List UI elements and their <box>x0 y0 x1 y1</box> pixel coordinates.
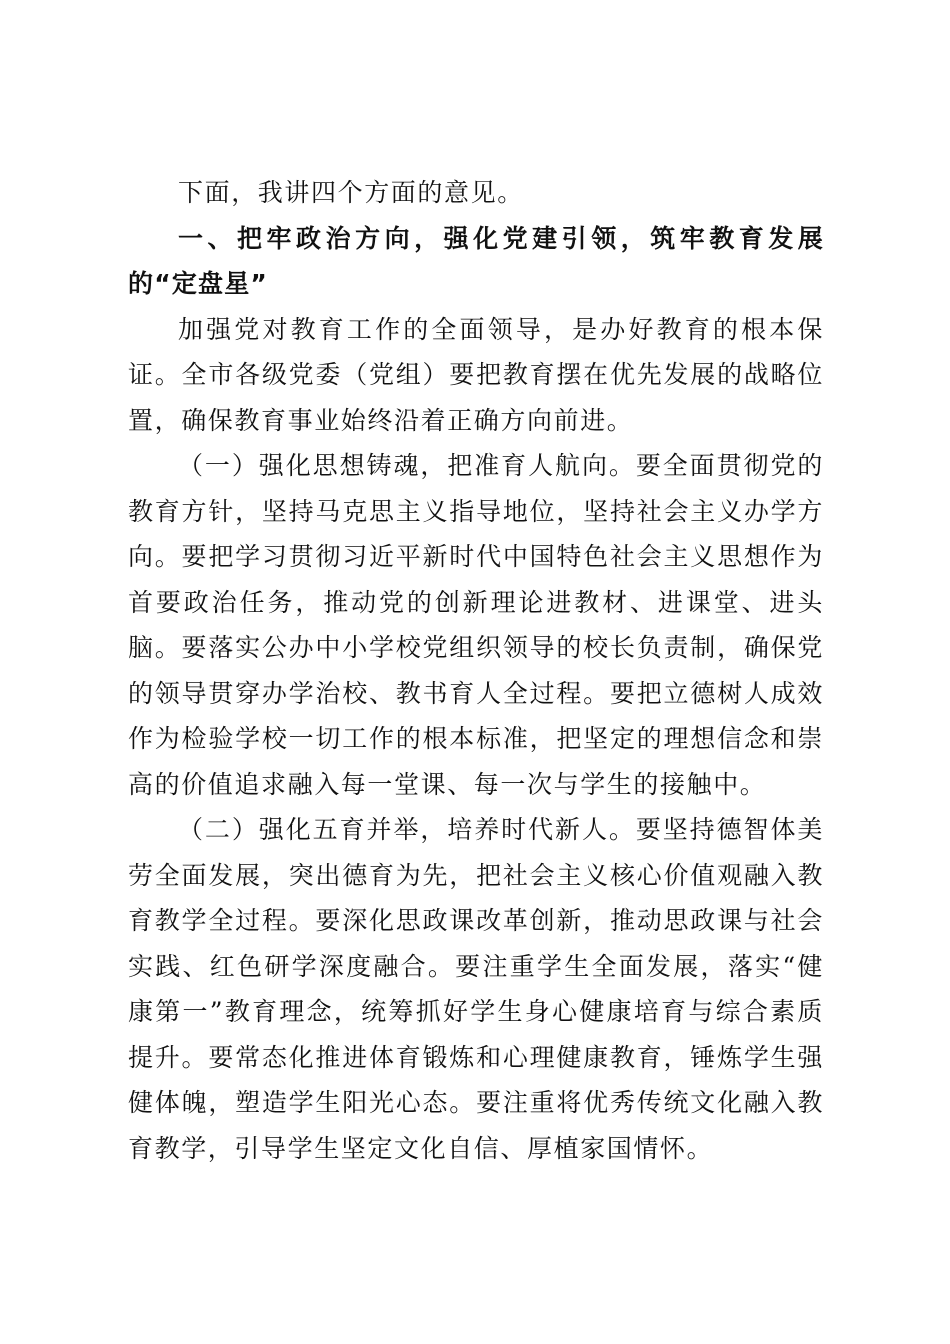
document-body <box>128 170 824 1171</box>
subsection-2-paragraph: （二）强化五育并举，培养时代新人。要坚持德智体美劳全面发展，突出德育为先，把社会主义核心价值观融入教育教学全过程。要深化思政课改革创新，推动思政课与社会实践、红色研学深度融合。要注重学生全面发展，落实“健康第一”教育理念，统筹抓好学生身心健康培育与综合素质提升。要常态化推进体育锻炼和心理健康教育，锤炼学生强健体魄，塑造学生阳光心态。要注重将优秀传统文化融入教育教学，引导学生坚定文化自信、厚植家国情怀。 <box>128 815 824 1163</box>
intro-paragraph: 下面，我讲四个方面的意见。 <box>178 178 524 207</box>
section-1-intro-paragraph: 加强党对教育工作的全面领导，是办好教育的根本保证。全市各级党委（党组）要把教育摆在优先发展的战略位置，确保教育事业始终沿着正确方向前进。 <box>128 314 824 435</box>
subsection-1-paragraph: （一）强化思想铸魂，把准育人航向。要全面贯彻党的教育方针，坚持马克思主义指导地位，坚持社会主义办学方向。要把学习贯彻习近平新时代中国特色社会主义思想作为首要政治任务，推动党的创新理论进教材、进课堂、进头脑。要落实公办中小学校党组织领导的校长负责制，确保党的领导贯穿办学治校、教书育人全过程。要把立德树人成效作为检验学校一切工作的根本标准，把坚定的理想信念和崇高的价值追求融入每一堂课、每一次与学生的接触中。 <box>128 451 824 799</box>
section-heading-1: 一、把牢政治方向，强化党建引领，筑牢教育发展的“定盘星” <box>128 223 824 298</box>
